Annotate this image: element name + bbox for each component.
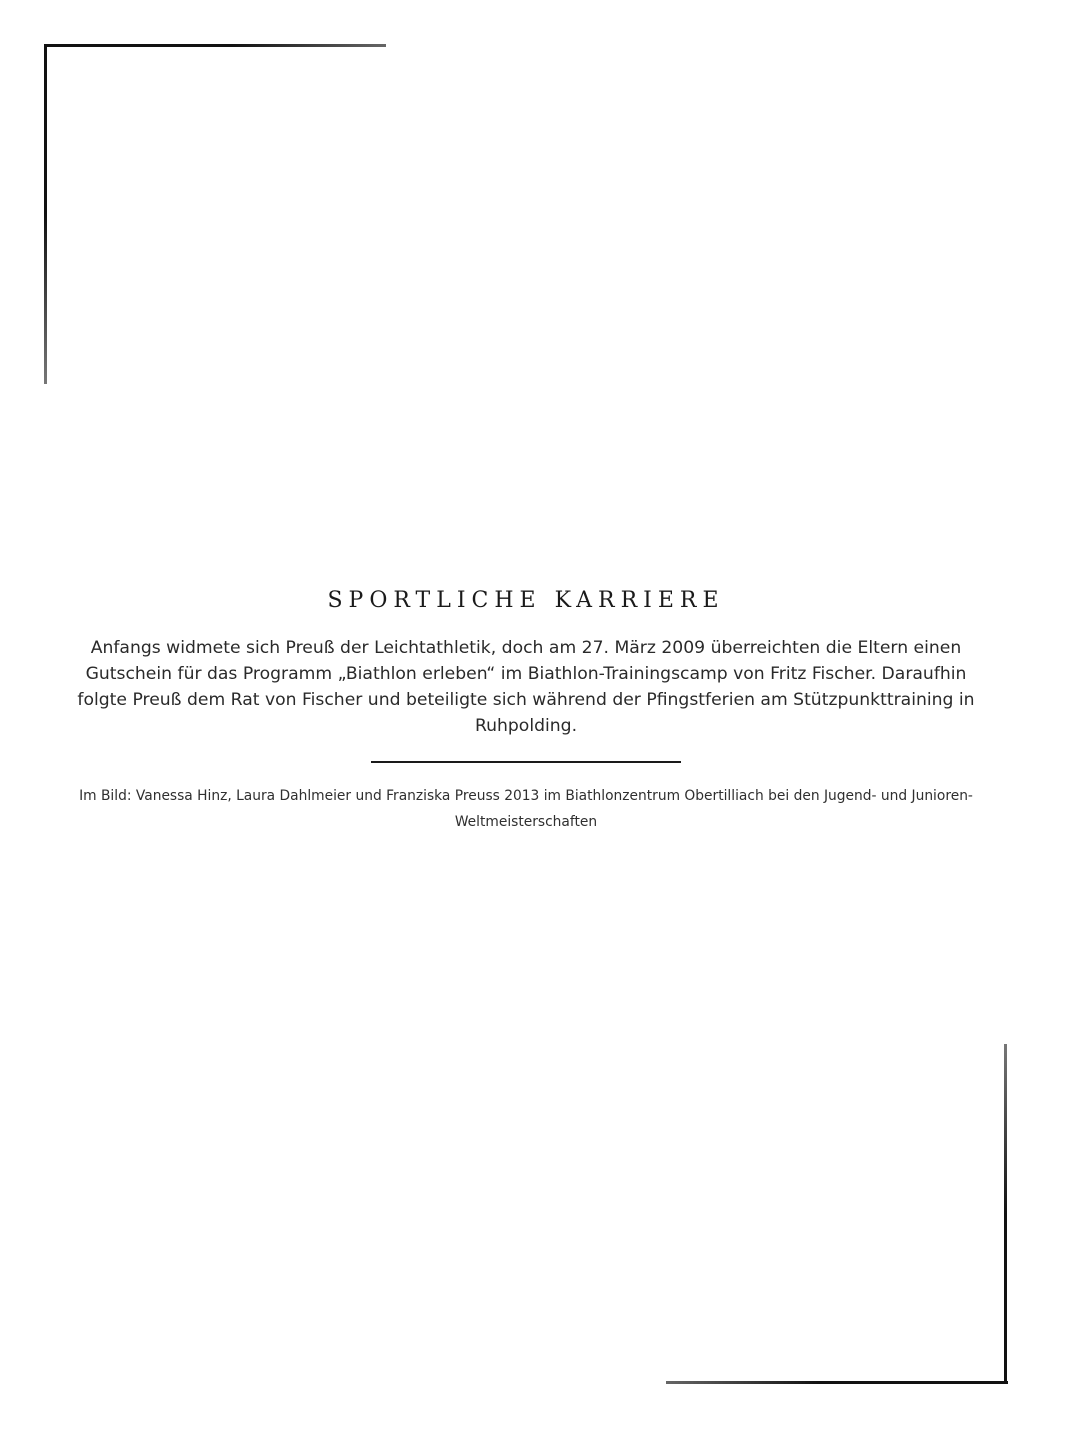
frame-corner-bottom-right-vertical — [1004, 1044, 1007, 1384]
career-section — [60, 588, 992, 835]
divider-line — [371, 761, 681, 763]
section-title: SPORTLICHE KARRIERE — [327, 588, 725, 613]
frame-corner-top-left-vertical — [44, 44, 47, 384]
frame-corner-bottom-right-horizontal — [666, 1381, 1008, 1384]
frame-corner-top-left-horizontal — [44, 44, 386, 47]
image-caption: Im Bild: Vanessa Hinz, Laura Dahlmeier und Franziska Preuss 2013 im Biathlonzentrum Obertilliach bei den Jugend- und Junioren-Weltmeisterschaften — [79, 788, 973, 830]
section-body-text: Anfangs widmete sich Preuß der Leichtathletik, doch am 27. März 2009 überreichten die Eltern einen Gutschein für das Programm „Biathlon erleben“ im Biathlon-Trainingscamp von Fritz Fischer. Daraufhin folgte Preuß dem Rat von Fischer und beteiligte sich während der Pfingstferien am Stützpunkttraining in Ruhpolding. — [77, 638, 975, 736]
